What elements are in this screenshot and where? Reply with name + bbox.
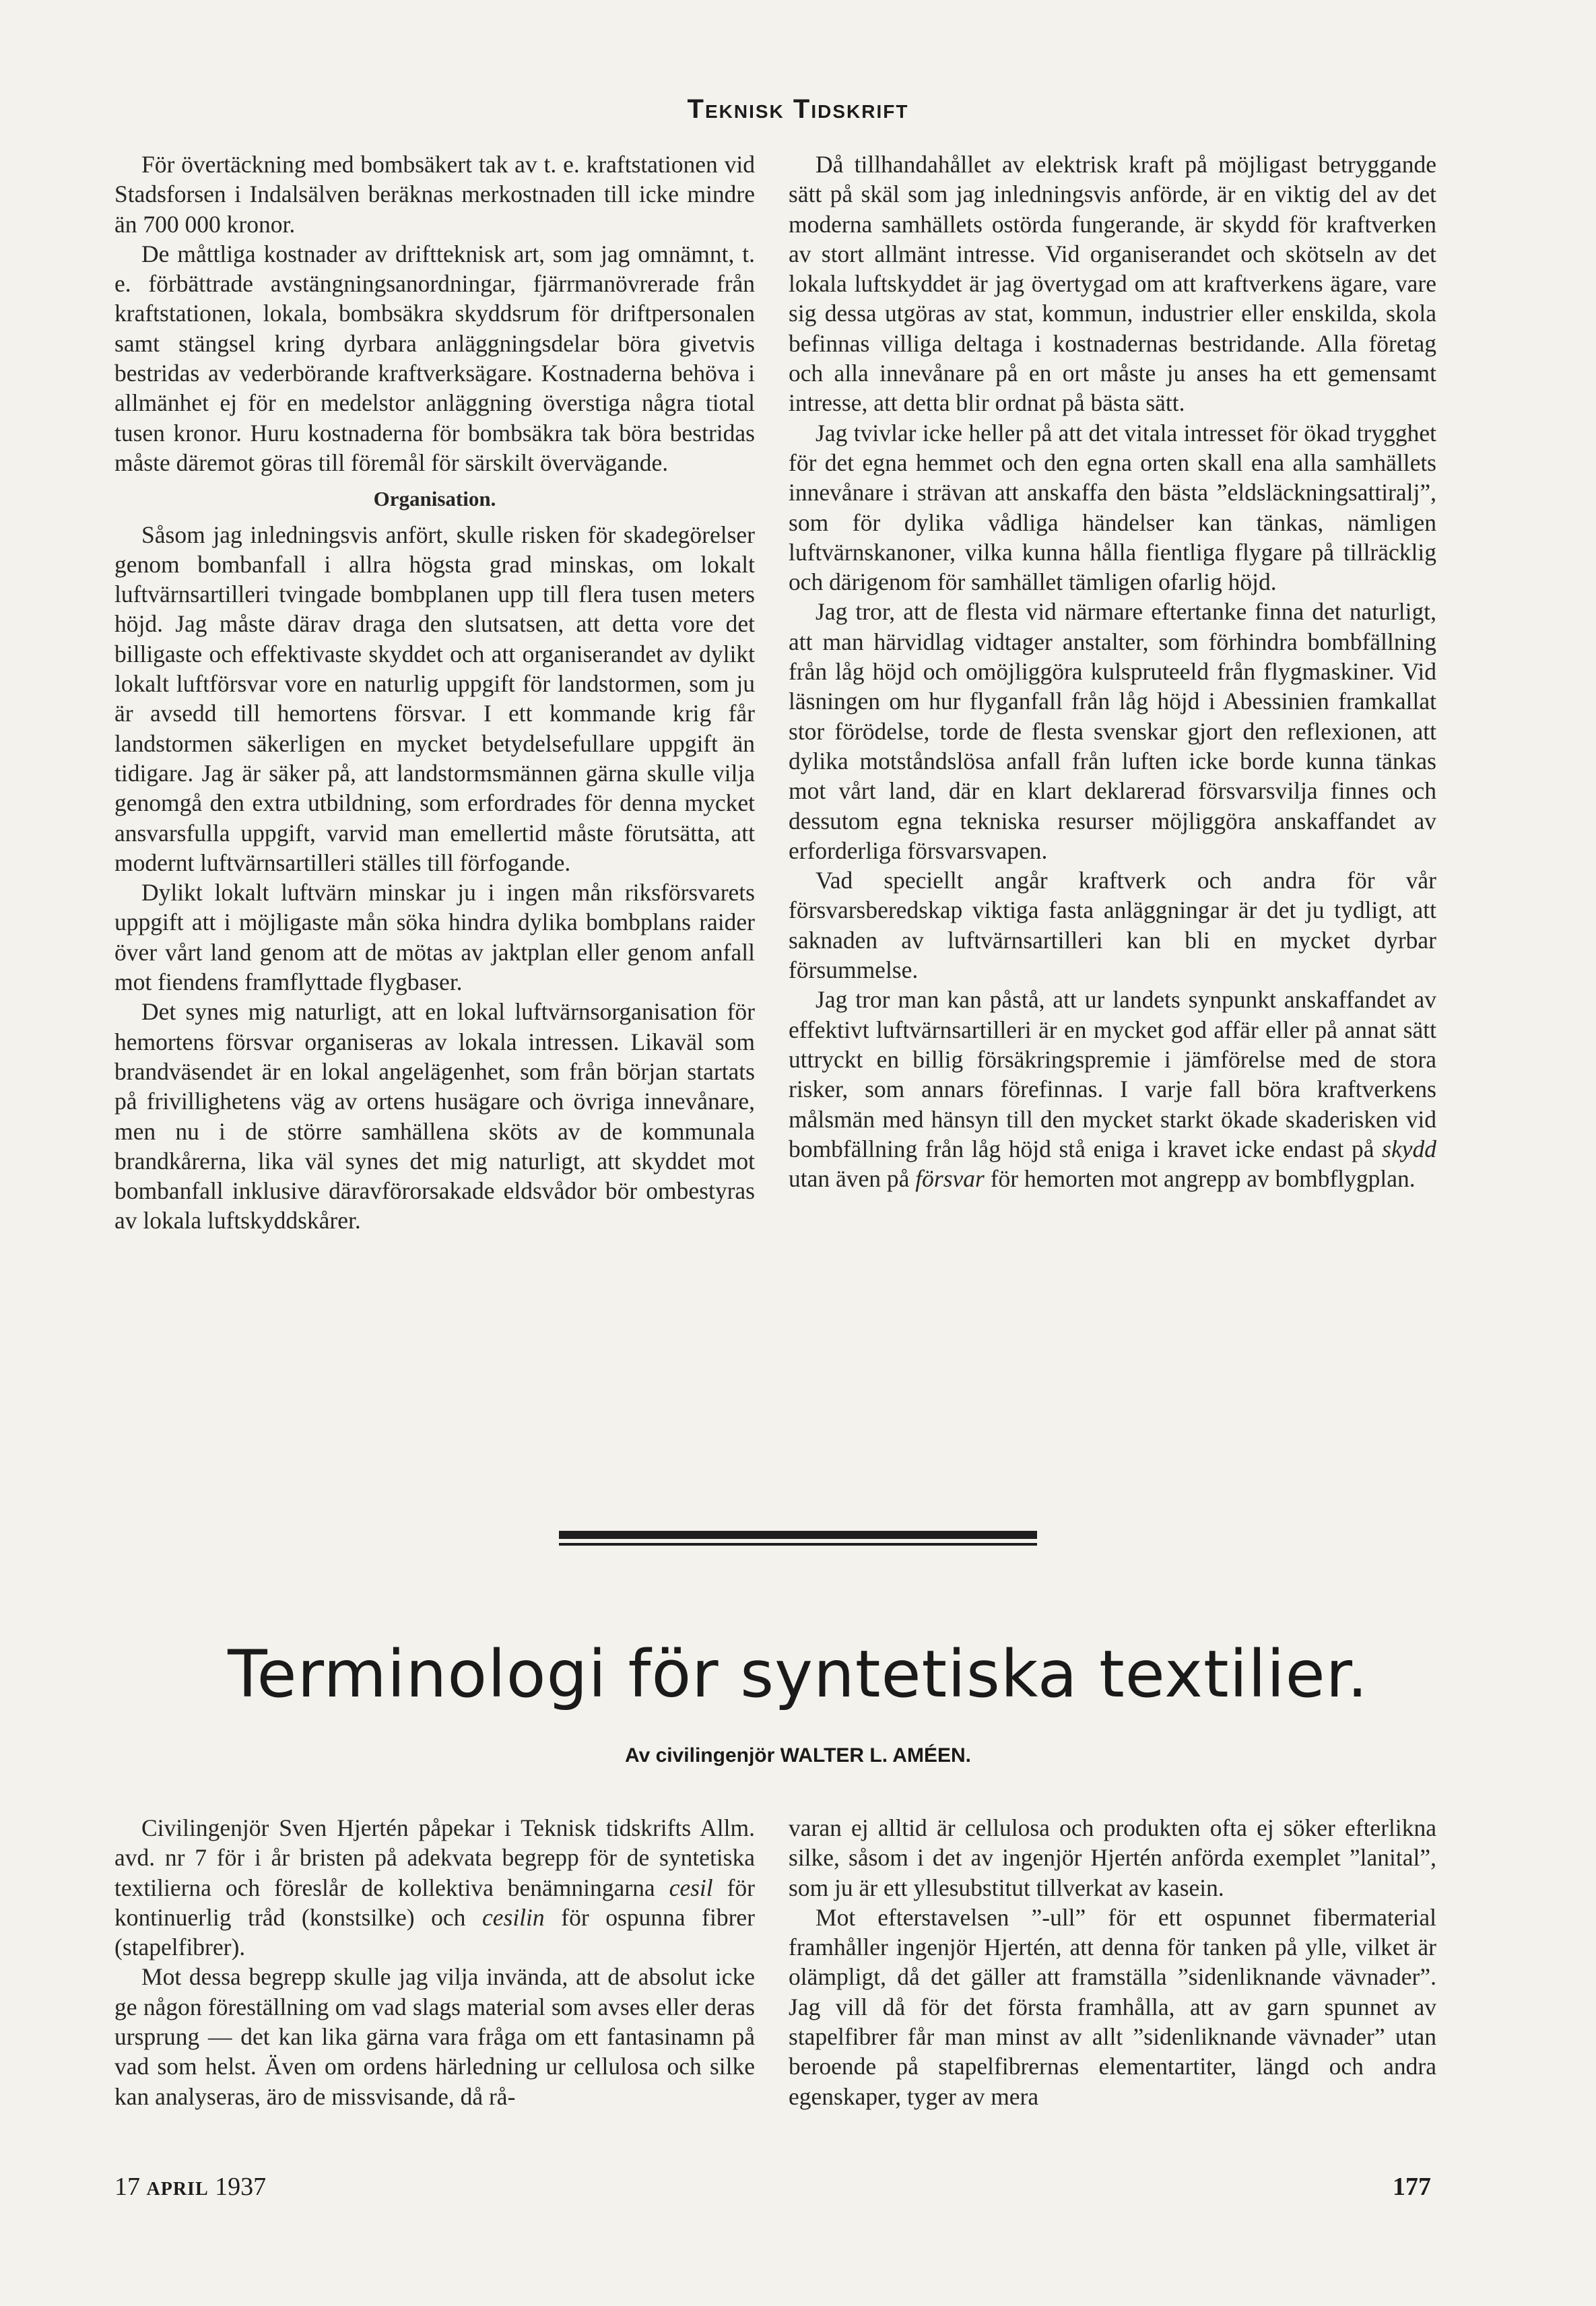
emphasis: försvar [915, 1165, 985, 1193]
footer-day: 17 [114, 2173, 140, 2201]
emphasis: cesil [669, 1874, 713, 1901]
upper-left-column [114, 150, 755, 1236]
emphasis: skydd [1382, 1135, 1436, 1162]
article-byline: Av civilingenjör WALTER L. AMÉEN. [625, 1744, 971, 1767]
paragraph: varan ej alltid är cellulosa och produkten ofta ej söker efterlikna silke, såsom i det av ingenjör Hjertén anförda exemplet ”lanital”, som ju är ett yllesubstitut tillverkat av kasein. [789, 1814, 1436, 1901]
paragraph: Vad speciellt angår kraftverk och andra för vår försvarsberedskap viktiga fasta anläggningar är det ju tydligt, att saknaden av luftvärnsartilleri kan bli en mycket dyrbar försummelse. [789, 867, 1436, 984]
paragraph: Dylikt lokalt luftvärn minskar ju i ingen mån riksförsvarets uppgift att i möjligaste mån söka hindra dylika bombplans raider över vårt land genom att de mötas av jaktplan eller genom anfall mot fiendens framflyttade flygbaser. [114, 879, 755, 996]
footer-date [114, 2172, 266, 2202]
text-run: för ospunna fibrer (stapelfibrer). [114, 1903, 755, 1961]
separator-rule-thin [559, 1543, 1037, 1546]
paragraph [789, 985, 1436, 1193]
page-number: 177 [1393, 2173, 1431, 2201]
paragraph: Det synes mig naturligt, att en lokal luftvärnsorganisation för hemortens försvar organiseras av lokala intressen. Likaväl som brandväsendet är en lokal angelägenhet, som från början startats på frivillighetens väg av ortens husägare och övriga innevånare, men nu i de större samhällena sköts av de kommunala brandkårerna, lika väl synes det mig naturligt, att skyddet mot bombanfall inklusive däravförorsakade eldsvådor bör ombestyras av lokala luftskyddskårer. [114, 998, 755, 1234]
text-run: utan även på [789, 1165, 916, 1193]
text-run: Jag tror man kan påstå, att ur landets synpunkt anskaffandet av effektivt luftvärnsartilleri är en mycket god affär eller på annat sätt uttryckt en billig försäkringspremie i jämförelse med de stora risker, som annars förefinnas. I varje fall böra kraftverkens målsmän med hänsyn till den mycket starkt ökade skaderisken vid bombfällning från låg höjd stå eniga i kravet icke endast på [789, 986, 1436, 1162]
text-run: Civilingenjör Sven Hjertén påpekar i Teknisk tidskrifts Allm. avd. nr 7 för i år bristen på adekvata begrepp för de syntetiska textilierna och föreslår de kollektiva benämningarna [114, 1814, 755, 1901]
paragraph: Jag tror, att de flesta vid närmare eftertanke finna det naturligt, att man härvidlag vidtager anstalter, som förhindra bombfällning från låg höjd och omöjliggöra kulspruteeld från flygmaskiner. Vid läsningen om hur flyganfall från låg höjd i Abessinien framkallat stor förödelse, torde de flesta svenskar gjort den reflexionen, att dylika motståndslösa anfall från luften icke borde kunna tänkas mot vårt land, där en klart deklarerad försvarsvilja finnes och dessutom egna tekniska resurser möjliggöra anskaffandet av erforderliga försvarsvapen. [789, 598, 1436, 864]
footer-year: 1937 [215, 2173, 267, 2201]
paragraph: De måttliga kostnader av driftteknisk art, som jag omnämnt, t. e. förbättrade avstängningsanordningar, fjärrmanövrerade från kraftstationen, lokala, bombsäkra skyddsrum för driftpersonalen samt stängsel kring dyrbara anläggningsdelar böra givetvis bestridas av vederbörande kraftverksägare. Kostnaderna behöva i allmänhet ej för en medelstor anläggning överstiga några tiotal tusen kronor. Huru kostnaderna för bombsäkra tak böra bestridas måste däremot göras till föremål för särskilt övervägande. [114, 240, 755, 476]
paragraph [114, 1813, 755, 1962]
separator-rule [559, 1531, 1037, 1539]
lower-left-column [114, 1813, 755, 2111]
paragraph: Såsom jag inledningsvis anfört, skulle risken för skadegörelser genom bombanfall i allra högsta grad minskas, om lokalt luftvärnsartilleri tvingade bombplanen upp till flera tusen meters höjd. Jag måste därav draga den slutsatsen, att detta vore det billigaste och effektivaste skyddet och att organiserandet av dylikt lokalt luftförsvar vore en naturlig uppgift för landstormen, som ju är avsedd till hemortens försvar. I ett kommande krig får landstormen säkerligen en mycket betydelsefullare uppgift än tidigare. Jag är säker på, att landstormsmännen gärna skulle vilja genomgå den extra utbildning, som erfordrades för denna mycket ansvarsfulla uppgift, varvid man emellertid måste förutsätta, att modernt luftvärnsartilleri ställes till förfogande. [114, 521, 755, 876]
paragraph: Mot dessa begrepp skulle jag vilja invända, att de absolut icke ge någon föreställning om vad slags material som avses eller deras ursprung — det kan lika gärna vara fråga om ett fantasinamn på vad som helst. Även om ordens härledning ur cellulosa och silke kan analyseras, äro de missvisande, då rå- [114, 1963, 755, 2110]
journal-header: Teknisk Tidskrift [687, 94, 909, 124]
text-run: för hemorten mot angrepp av bombflygplan. [984, 1165, 1416, 1193]
text-run: för kontinuerlig tråd (konstsilke) och [114, 1874, 755, 1931]
footer-month: APRIL [146, 2179, 209, 2200]
emphasis: cesilin [481, 1903, 545, 1931]
paragraph: Då tillhandahållet av elektrisk kraft på möjligast betryggande sätt på skäl som jag inledningsvis anförde, är en viktig del av det moderna samhällets ostörda fungerande, är skydd för kraftverken av stort allmänt intresse. Vid organiserandet och skötseln av det lokala luftskyddet är jag övertygad om att kraftverkens ägare, vare sig dessa utgöras av stat, kommun, industrier eller enskilda, skola befinnas villiga deltaga i kostnadernas bestridande. Alla företag och alla innevånare på en ort måste ju anses ha ett gemensamt intresse, att detta blir ordnat på bästa sätt. [789, 151, 1436, 417]
section-heading: Organisation. [373, 487, 496, 511]
paragraph: Jag tvivlar icke heller på att det vitala intresset för ökad trygghet för det egna hemmet och den egna orten skall ena alla samhällets innevånare i strävan att anskaffa den bästa ”eldsläckningsattiralj”, som för dylika vådliga händelser kan tänkas, nämligen luftvärnskanoner, vilka kunna hålla fientliga flygare på tillräcklig och därigenom för samhället tämligen ofarlig höjd. [789, 419, 1436, 596]
upper-right-column [789, 150, 1436, 1193]
lower-right-column [789, 1813, 1436, 2111]
paragraph: För övertäckning med bombsäkert tak av t. e. kraftstationen vid Stadsforsen i Indalsälven beräknas merkostnaden till icke mindre än 700 000 kronor. [114, 151, 755, 238]
article-title: Terminologi för syntetiska textilier. [228, 1637, 1368, 1712]
paragraph: Mot efterstavelsen ”-ull” för ett ospunnet fibermaterial framhåller ingenjör Hjertén, att denna för tanken på ylle, vilket är olämpligt, då det gäller att framställa ”sidenliknande vävnader”. Jag vill då för det första framhålla, att av garn spunnet av stapelfibrer får man minst av allt ”sidenliknande vävnader” utan beroende på stapelfibrernas elementartiter, längd och andra egenskaper, tyger av mera [789, 1903, 1436, 2110]
